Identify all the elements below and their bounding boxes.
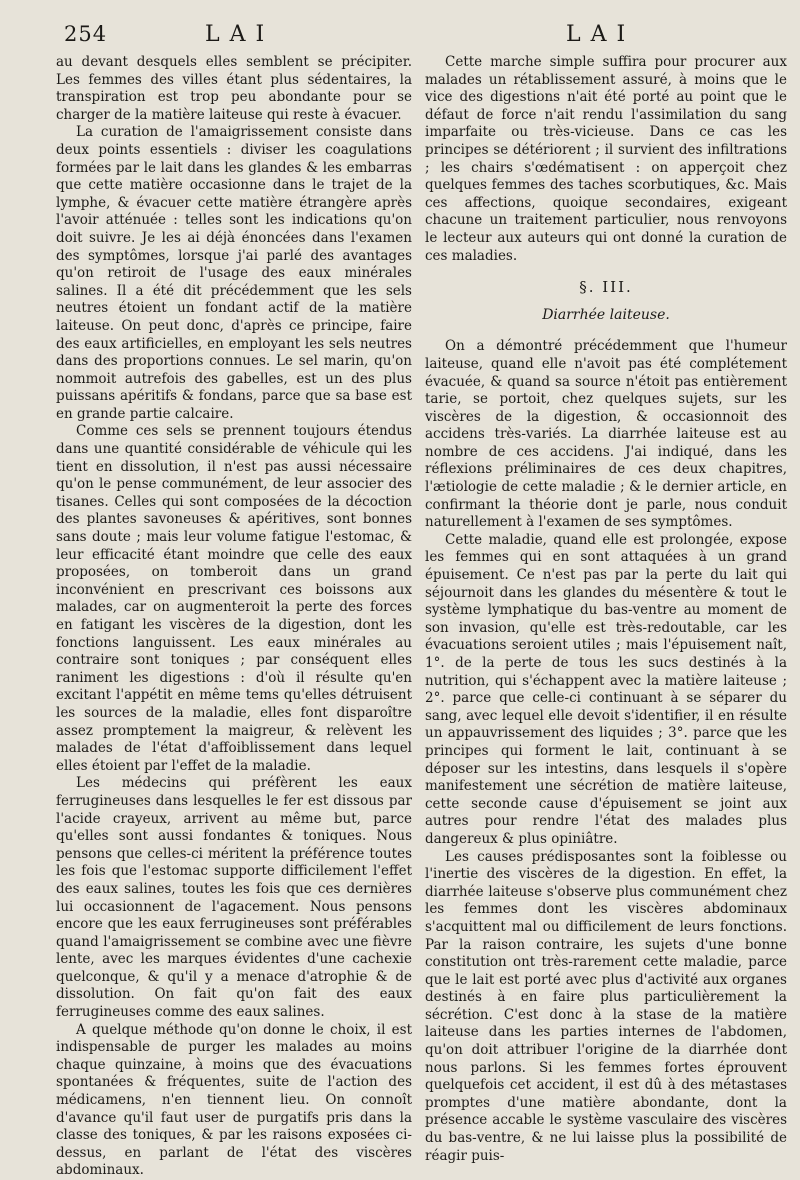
running-head-left: LAI [205, 22, 275, 47]
paragraph: On a démontré précédemment que l'humeur laiteuse, quand elle n'avoit pas été complétement évacuée, & quand sa source n'étoit pas entièrement tarie, se portoit, chez quelques sujets, sur les viscères de la digestion, & occasionnoit des accidens très-variés. La diarrhée laiteuse est au nombre de ces accidens. J'ai indiqué, dans les réflexions préliminaires de ces deux chapitres, l'ætiologie de cette maladie ; & le dernier article, en confirmant la théorie dont je parle, nous conduit naturellement à l'examen de ses symptômes. [425, 338, 787, 531]
paragraph: La curation de l'amaigrissement consiste dans deux points essentiels : diviser les coagulations formées par le lait dans les glandes & les embarras que cette matière occasionne dans le trajet de la lymphe, & évacuer cette matière étrangère après l'avoir atténuée : telles sont les indications qu'on doit suivre. Je les ai déjà énoncées dans l'examen des symptômes, lorsque j'ai parlé des avantages qu'on retiroit de l'usage des eaux minérales salines. Il a été dit précédemment que les sels neutres étoient un fondant actif de la matière laiteuse. On peut donc, d'après ce principe, faire des eaux artificielles, en employant les sels neutres dans des proportions connues. Le sel marin, qu'on nommoit autrefois des gabelles, est un des plus puissans apéritifs & fondans, parce que sa base est en grande partie calcaire. [56, 124, 412, 422]
section-title: Diarrhée laiteuse. [542, 306, 670, 323]
running-head-right: LAI [566, 22, 636, 47]
paragraph: au devant desquels elles semblent se précipiter. Les femmes des villes étant plus sédentaires, la transpiration est trop peu abondante pour se charger de la matière laiteuse qui reste à évacuer. [56, 54, 412, 123]
paragraph: Cette marche simple suffira pour procurer aux malades un rétablissement assuré, à moins que le vice des digestions n'ait été porté au point que le défaut de force n'ait rendu l'assimilation du sang imparfaite ou très-vicieuse. Dans ce cas les principes se détériorent ; il survient des infiltrations ; les chairs s'œdématisent : on apperçoit chez quelques femmes des taches scorbutiques, &c. Mais ces affections, quoique secondaires, exigeant chacune un traitement particulier, nous renvoyons le lecteur aux auteurs qui ont donné la curation de ces maladies. [425, 54, 787, 264]
paragraph: Cette maladie, quand elle est prolongée, expose les femmes qui en sont attaquées à un grand épuisement. Ce n'est pas par la perte du lait qui séjournoit dans les glandes du mésentère & tout le système lymphatique du bas-ventre au moment de son invasion, qu'elle est très-redoutable, car les évacuations seroient utiles ; mais l'épuisement naît, 1°. de la perte de tous les sucs destinés à la nutrition, qui s'échappent avec la matière laiteuse ; 2°. parce que celle-ci continuant à se séparer du sang, avec lequel elle devoit s'identifier, il en résulte un appauvrissement des liquides ; 3°. parce que les principes qui forment le lait, continuant à se déposer sur les intestins, dans lesquels il s'opère manifestement une sécrétion de matière laiteuse, cette seconde cause d'épuisement se joint aux autres pour rendre l'état des malades plus dangereux & plus opiniâtre. [425, 531, 787, 847]
paragraph: Les causes prédisposantes sont la foiblesse ou l'inertie des viscères de la digestion. En effet, la diarrhée laiteuse s'observe plus communément chez les femmes dont les viscères abdominaux s'acquittent mal ou difficilement de leurs fonctions. Par la raison contraire, les sujets d'une bonne constitution ont très-rarement cette maladie, parce que le lait est porté avec plus d'activité aux organes destinés à en faire plus particulièrement la sécrétion. C'est donc à la stase de la matière laiteuse dans les parties internes de l'abdomen, qu'on doit attribuer l'origine de la diarrhée dont nous parlons. Si les femmes fortes éprouvent quelquefois cet accident, il est dû à des métastases promptes d'une matière abondante, dont la présence accable le système vasculaire des viscères du bas-ventre, & ne lui laisse plus la possibilité de réagir puis- [425, 848, 787, 1164]
paragraph: Comme ces sels se prennent toujours étendus dans une quantité considérable de véhicule qui les tient en dissolution, il n'est pas aussi nécessaire qu'on le pense communément, de leur associer des tisanes. Celles qui sont composées de la décoction des plantes savoneuses & apéritives, sont bonnes sans doute ; mais leur volume fatigue l'estomac, & leur efficacité étant moindre que celle des eaux proposées, on tomberoit dans un grand inconvénient en prescrivant ces boissons aux malades, car on augmenteroit la perte des forces en fatigant les viscères de la digestion, dont les fonctions languissent. Les eaux minérales au contraire sont toniques ; par conséquent elles raniment les digestions : d'où il résulte qu'en excitant l'appétit en même tems qu'elles détruisent les sources de la maladie, elles font disparoître assez promptement la maigreur, & relèvent les malades de l'état d'affoiblissement dans lequel elles étoient par l'effet de la maladie. [56, 423, 412, 774]
right-column [425, 54, 787, 1165]
paragraph: Les médecins qui préfèrent les eaux ferrugineuses dans lesquelles le fer est dissous par l'acide crayeux, arrivent au même but, parce qu'elles sont aussi fondantes & toniques. Nous pensons que celles-ci méritent la préférence toutes les fois que l'estomac supporte difficilement l'effet des eaux salines, toutes les fois que ces dernières lui occasionnent de l'agacement. Nous pensons encore que les eaux ferrugineuses sont préférables quand l'amaigrissement se combine avec une fièvre lente, avec les marques évidentes d'une cachexie quelconque, & qu'il y a menace d'atrophie & de dissolution. On fait qu'on fait des eaux ferrugineuses comme des eaux salines. [56, 775, 412, 1021]
section-heading: §. III. [579, 278, 633, 297]
left-column [56, 54, 412, 1180]
page-number: 254 [64, 22, 108, 46]
paragraph: A quelque méthode qu'on donne le choix, il est indispensable de purger les malades au moins chaque quinzaine, à moins que des évacuations spontanées & fréquentes, suite de l'action des médicamens, n'en tiennent lieu. On connoît d'avance qu'il faut user de purgatifs pris dans la classe des toniques, & par les raisons exposées ci-dessus, en parlant de l'état des viscères abdominaux. [56, 1021, 412, 1179]
